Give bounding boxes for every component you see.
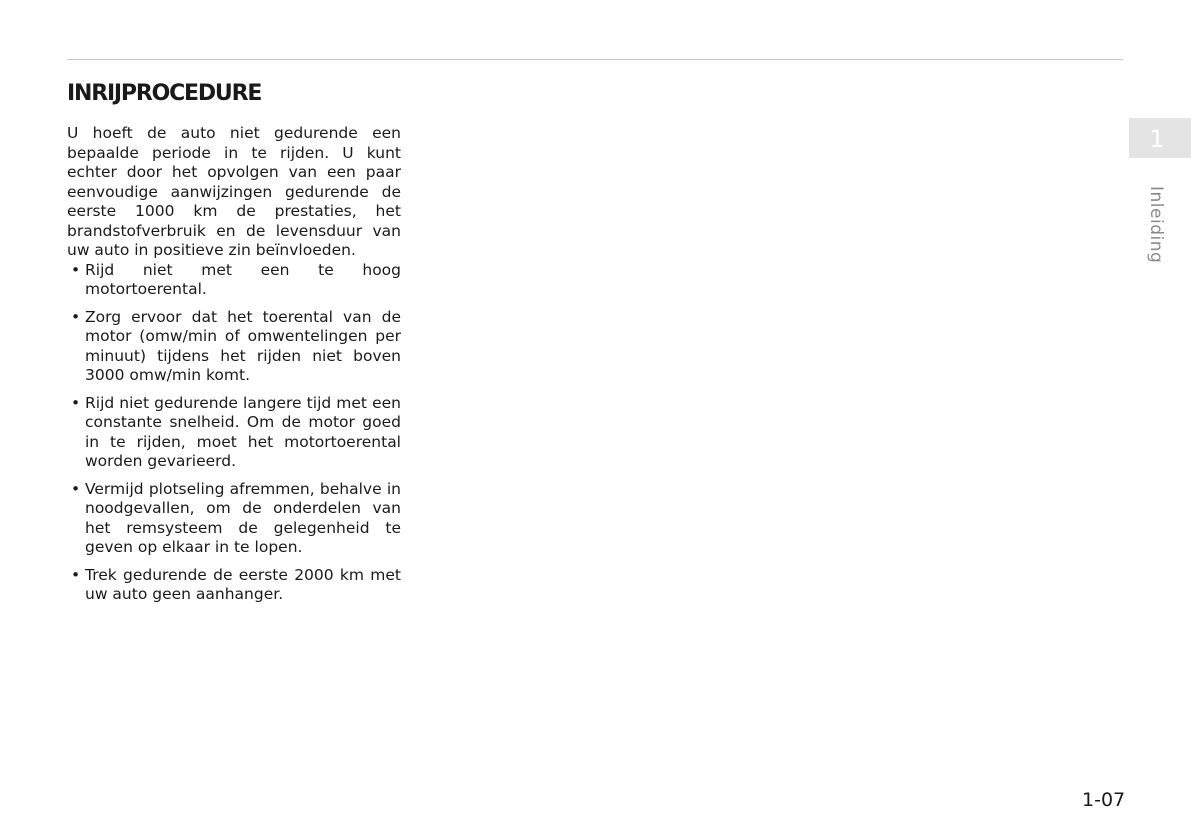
- chapter-number: 1: [1149, 125, 1165, 153]
- list-item-text: Rijd niet met een te hoog motortoerental.: [85, 260, 401, 298]
- list-item-text: Rijd niet gedurende langere tijd met een constante snelheid. Om de motor goed in te rijden, moet het motortoerental worden gevarieerd.: [85, 393, 401, 470]
- list-item: [67, 308, 401, 386]
- bullet-marker: •: [71, 479, 81, 498]
- bullet-list: [67, 261, 401, 605]
- list-item-text: Trek gedurende de eerste 2000 km met uw auto geen aanhanger.: [85, 565, 401, 603]
- list-item-text: Zorg ervoor dat het toerental van de motor (omw/min of omwentelingen per minuut) tijdens het rijden niet boven 3000 omw/min komt.: [85, 307, 401, 384]
- bullet-marker: •: [71, 393, 81, 412]
- list-item: [67, 394, 401, 472]
- chapter-label: Inleiding: [1146, 186, 1166, 264]
- page-number: 1-07: [1082, 789, 1126, 811]
- bullet-marker: •: [71, 307, 81, 326]
- list-item: [67, 480, 401, 558]
- section-body: [67, 124, 401, 613]
- bullet-marker: •: [71, 260, 81, 279]
- list-item: [67, 566, 401, 605]
- list-item-text: Vermijd plotseling afremmen, behalve in noodgevallen, om de onderdelen van het remsysteem de gelegenheid te geven op elkaar in te lopen.: [85, 479, 401, 556]
- chapter-tab: [1129, 118, 1191, 158]
- list-item: [67, 261, 401, 300]
- header-divider: [67, 59, 1123, 60]
- bullet-marker: •: [71, 565, 81, 584]
- section-title: INRIJPROCEDURE: [67, 81, 262, 106]
- intro-paragraph: U hoeft de auto niet gedurende een bepaalde periode in te rijden. U kunt echter door het opvolgen van een paar eenvoudige aanwijzingen gedurende de eerste 1000 km de prestaties, het brandstofverbruik en de levensduur van uw auto in positieve zin beïnvloeden.: [67, 124, 401, 259]
